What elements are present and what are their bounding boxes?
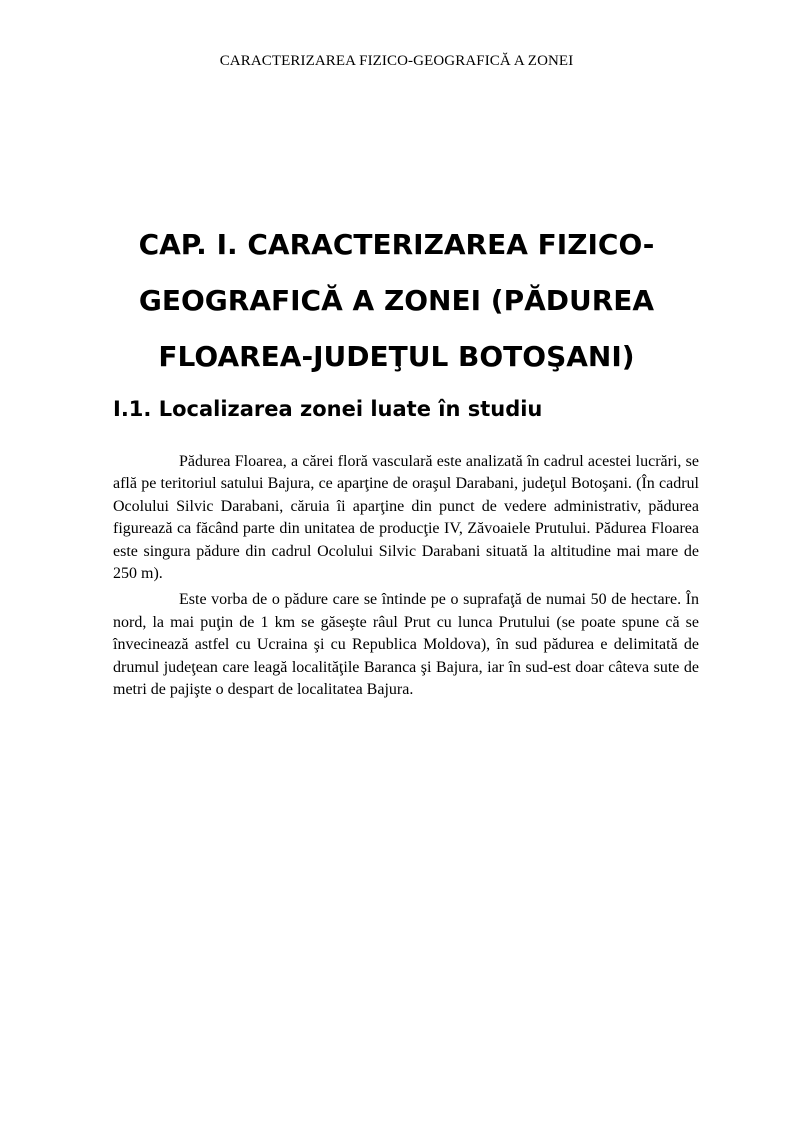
chapter-title-line-3: FLOAREA-JUDEŢUL BOTOŞANI) <box>158 340 635 373</box>
chapter-title-line-1: CAP. I. CARACTERIZAREA FIZICO- <box>138 228 655 261</box>
paragraph-2: Este vorba de o pădure care se întinde pe o suprafaţă de numai 50 de hectare. În nord, la mai puţin de 1 km se găseşte râul Prut cu lunca Prutului (se poate spune că se învecinează astfel cu Ucraina şi cu Republica Moldova), în sud pădurea e delimitată de drumul judeţean care leagă localităţile Baranca şi Bajura, iar în sud-est doar câteva sute de metri de pajişte o despart de localitatea Bajura. <box>113 591 699 699</box>
section-title: I.1. Localizarea zonei luate în studiu <box>113 397 543 421</box>
running-header: CARACTERIZAREA FIZICO-GEOGRAFICĂ A ZONEI <box>219 53 574 69</box>
paragraph-1: Pădurea Floarea, a cărei floră vasculară este analizată în cadrul acestei lucrări, se află pe teritoriul satului Bajura, ce aparţine de oraşul Darabani, judeţul Botoşani. (În cadrul Ocolului Silvic Darabani, căruia îi aparţine din punct de vedere administrativ, pădurea figurează ca făcând parte din unitatea de producţie IV, Zăvoaiele Prutului. Pădurea Floarea este singura pădure din cadrul Ocolului Silvic Darabani situată la altitudine mai mare de 250 m). <box>113 453 699 583</box>
chapter-title-line-2: GEOGRAFICĂ A ZONEI (PĂDUREA <box>138 284 655 317</box>
chapter-title <box>100 217 693 385</box>
body-text <box>113 451 699 705</box>
